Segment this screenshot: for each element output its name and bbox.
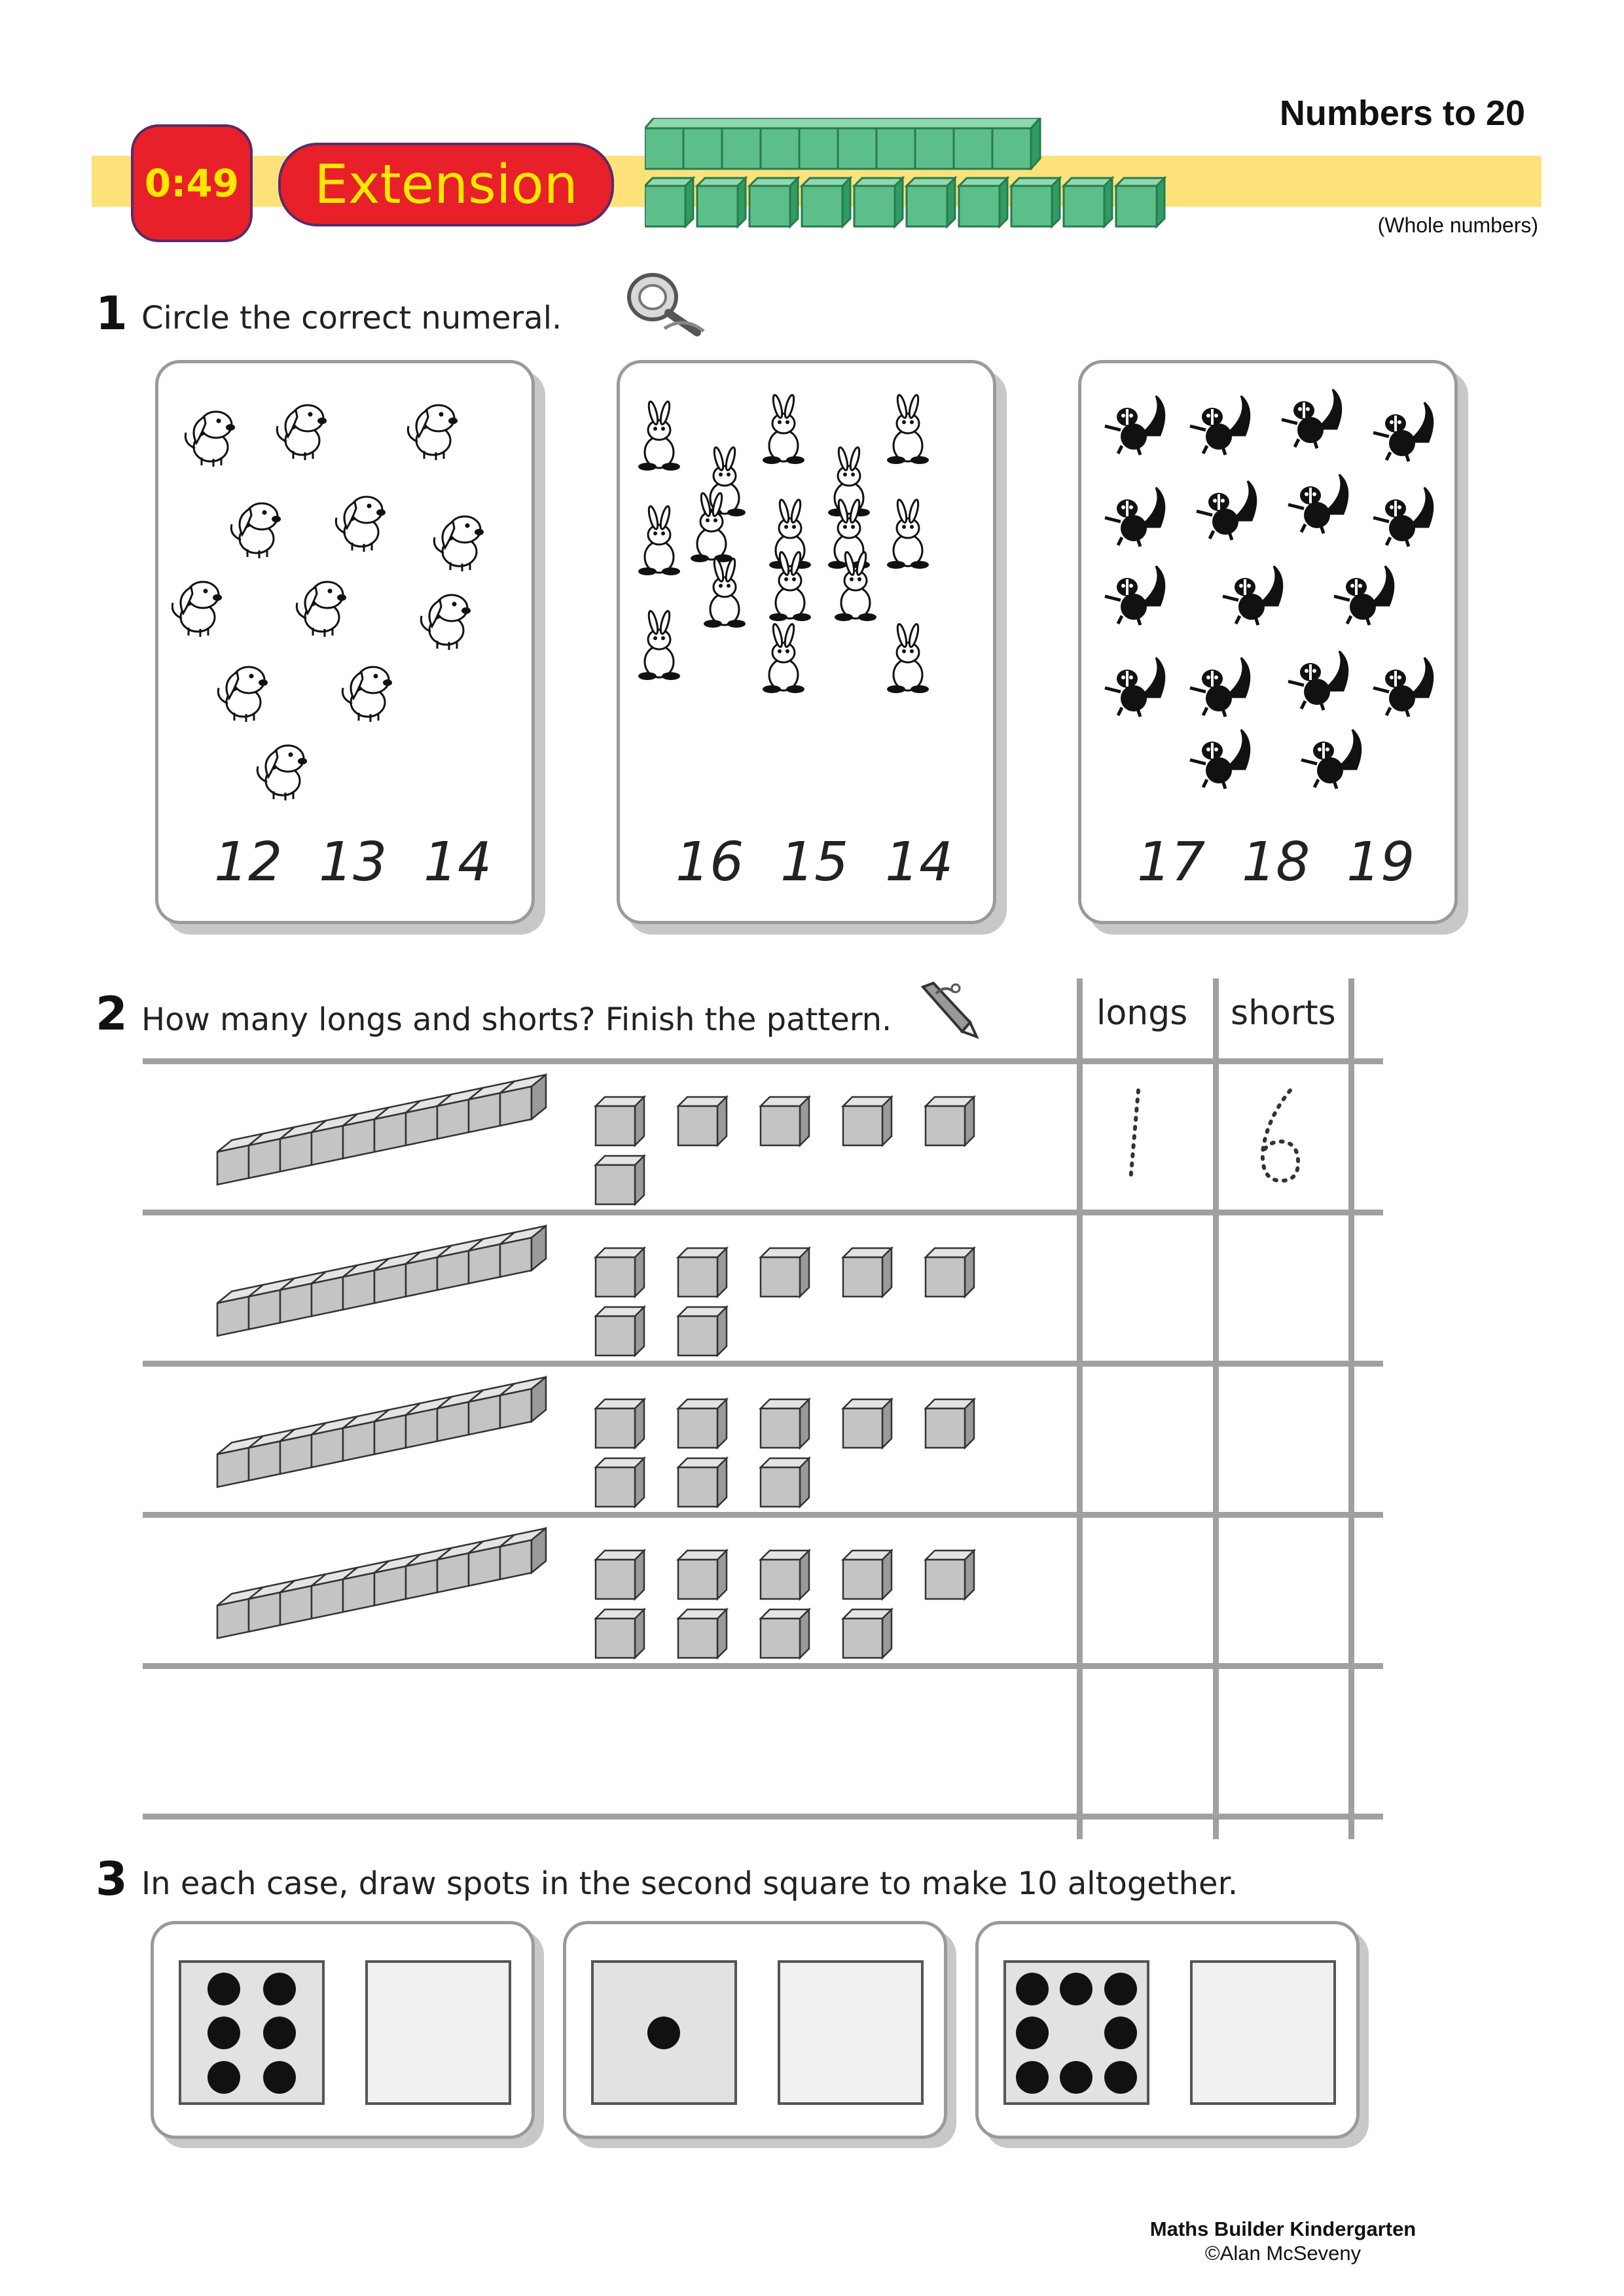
unit-cube-icon xyxy=(596,1458,644,1507)
unit-cube-icon xyxy=(678,1551,727,1599)
subtopic: (Whole numbers) xyxy=(1377,213,1538,237)
numeral-option-15[interactable]: 15 xyxy=(780,831,849,893)
dice-square-filled xyxy=(1003,1960,1149,2105)
numeral-option-16[interactable]: 16 xyxy=(676,831,744,893)
dice-square-empty[interactable] xyxy=(778,1960,924,2105)
unit-cube-icon xyxy=(926,1248,974,1297)
dice-spot xyxy=(1104,2061,1137,2094)
dice-spot xyxy=(263,2017,296,2049)
unit-cube-icon xyxy=(596,1307,644,1355)
unit-cube-icon xyxy=(761,1458,809,1507)
dice-case-3 xyxy=(975,1921,1360,2139)
dice-square-empty[interactable] xyxy=(1190,1960,1336,2105)
unit-cube-icon xyxy=(678,1609,727,1658)
numeral-option-13[interactable]: 13 xyxy=(319,831,388,893)
topic-title: Numbers to 20 xyxy=(1279,94,1525,133)
dice-spot xyxy=(1104,1973,1137,2005)
question-2-text: How many longs and shorts? Finish the pattern. xyxy=(141,1001,892,1038)
unit-cube-icon xyxy=(926,1097,974,1145)
dice-spot xyxy=(1060,1973,1092,2005)
question-2-number: 2 xyxy=(96,987,128,1041)
unit-cube-icon xyxy=(926,1551,974,1599)
numeral-option-12[interactable]: 12 xyxy=(214,831,283,893)
footer-book: Maths Builder Kindergarten xyxy=(1149,2217,1416,2240)
dice-square-filled xyxy=(179,1960,325,2105)
numeral-option-18[interactable]: 18 xyxy=(1242,831,1310,893)
timer-text: 0:49 xyxy=(144,161,240,206)
dice-spot xyxy=(1016,2061,1049,2094)
dice-spot xyxy=(1060,2061,1092,2094)
unit-cube-icon xyxy=(926,1399,974,1448)
unit-cube-icon xyxy=(843,1248,892,1297)
ten-rod-icon xyxy=(217,1075,546,1185)
dice-square-empty[interactable] xyxy=(365,1960,511,2105)
unit-cube-icon xyxy=(761,1097,809,1145)
unit-cube-icon xyxy=(761,1248,809,1297)
unit-cube-icon xyxy=(596,1609,644,1658)
ten-rod-icon xyxy=(217,1226,546,1336)
unit-cube-icon xyxy=(843,1551,892,1599)
unit-cube-icon xyxy=(843,1609,892,1658)
question-3-text: In each case, draw spots in the second square to make 10 altogether. xyxy=(141,1865,1238,1902)
ten-rod-icon xyxy=(217,1528,546,1638)
unit-cube-icon xyxy=(678,1097,727,1145)
dice-spot xyxy=(647,2017,680,2049)
footer-author: ©Alan McSeveny xyxy=(1204,2242,1362,2265)
unit-cube-icon xyxy=(596,1156,644,1204)
numeral-option-19[interactable]: 19 xyxy=(1346,831,1415,893)
unit-cube-icon xyxy=(843,1399,892,1448)
dice-spot xyxy=(263,1973,296,2005)
unit-cube-icon xyxy=(761,1399,809,1448)
dice-spot xyxy=(1016,1973,1049,2005)
unit-cube-icon xyxy=(678,1458,727,1507)
dice-case-1 xyxy=(151,1921,535,2139)
dice-spot xyxy=(208,2061,240,2094)
dice-square-filled xyxy=(591,1960,737,2105)
question-1-text: Circle the correct numeral. xyxy=(141,300,562,336)
column-header-longs: longs xyxy=(1096,994,1188,1033)
dice-spot xyxy=(263,2061,296,2094)
unit-cube-icon xyxy=(596,1399,644,1448)
unit-cube-icon xyxy=(843,1097,892,1145)
numeral-option-17[interactable]: 17 xyxy=(1137,831,1206,893)
unit-cube-icon xyxy=(596,1097,644,1145)
unit-cube-icon xyxy=(678,1399,727,1448)
dice-case-2 xyxy=(563,1921,947,2139)
unit-cube-icon xyxy=(678,1248,727,1297)
unit-cube-icon xyxy=(678,1307,727,1355)
question-1-number: 1 xyxy=(96,287,128,340)
numeral-option-14b[interactable]: 14 xyxy=(885,831,954,893)
ten-rod-icon xyxy=(217,1377,546,1487)
dice-spot xyxy=(1104,2017,1137,2049)
question-3-number: 3 xyxy=(96,1852,128,1906)
unit-cube-icon xyxy=(596,1551,644,1599)
dice-spot xyxy=(208,2017,240,2049)
extension-text: Extension xyxy=(314,153,578,216)
unit-cube-icon xyxy=(596,1248,644,1297)
column-header-shorts: shorts xyxy=(1231,994,1336,1033)
unit-cube-icon xyxy=(761,1609,809,1658)
dice-spot xyxy=(208,1973,240,2005)
numeral-option-14[interactable]: 14 xyxy=(424,831,492,893)
dice-spot xyxy=(1016,2017,1049,2049)
unit-cube-icon xyxy=(761,1551,809,1599)
